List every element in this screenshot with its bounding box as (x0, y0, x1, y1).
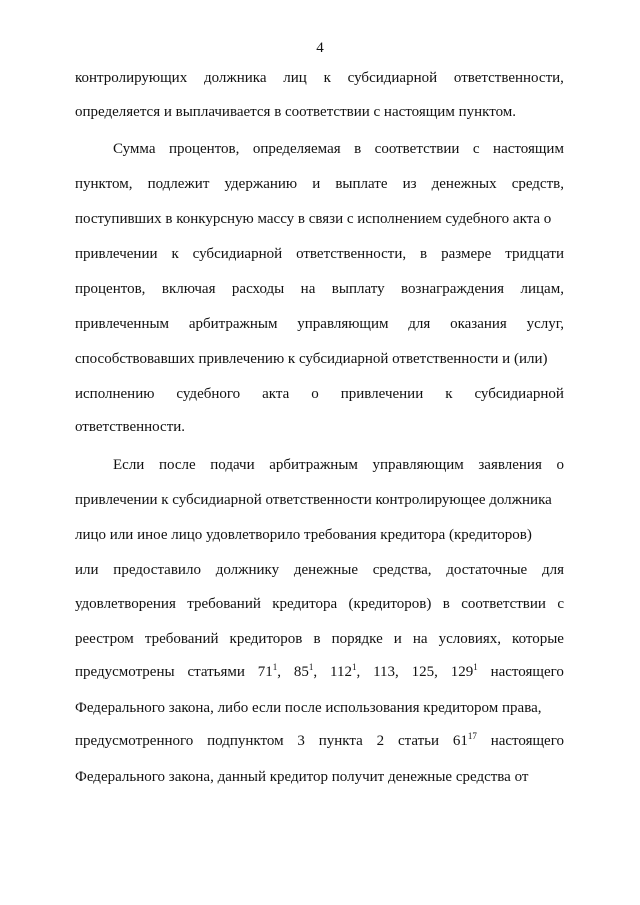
text-line (75, 766, 564, 788)
word: 2 (376, 733, 385, 749)
word: подлежит (147, 176, 210, 192)
word: требований (187, 596, 261, 612)
text-line (113, 454, 564, 476)
text-line (75, 416, 564, 438)
word: из (402, 176, 417, 192)
word: субсидиарной (192, 246, 283, 262)
word: управляющим (372, 457, 464, 473)
word: средства, (372, 562, 432, 578)
word: лицо или иное лицо удовлетворило требования кредитора (кредиторов) (75, 527, 532, 543)
word: $129^1$ (450, 662, 478, 680)
word: пунктом, (75, 176, 133, 192)
word: к (323, 70, 331, 86)
word: подпунктом (207, 733, 284, 749)
word: после (158, 457, 196, 473)
word: достаточные (446, 562, 528, 578)
word: соответствии (461, 596, 546, 612)
word: условиях, (438, 631, 501, 647)
word: (кредиторов) (348, 596, 432, 612)
text-line (75, 208, 564, 230)
word: на (300, 281, 316, 297)
word: статьями (187, 664, 245, 680)
word: лиц (283, 70, 307, 86)
text-line (75, 730, 564, 752)
text-line (75, 489, 564, 511)
word: кредитора (272, 596, 338, 612)
word: 3 (297, 733, 305, 749)
word: с (557, 596, 564, 612)
word: в (442, 596, 450, 612)
word: в (313, 631, 321, 647)
word: выплате (335, 176, 388, 192)
word: ответственности, (296, 246, 407, 262)
word: арбитражным (188, 316, 278, 332)
word: определяемая (252, 141, 341, 157)
word: статьи (397, 733, 440, 749)
word: должника (203, 70, 267, 86)
word: тридцати (505, 246, 564, 262)
word: привлечении (75, 246, 158, 262)
word: настоящим (493, 141, 564, 157)
word: денежные (293, 562, 358, 578)
word: судебного (176, 386, 241, 402)
text-line (75, 173, 564, 195)
text-line (75, 661, 564, 683)
word: денежных (431, 176, 497, 192)
word: настоящего (490, 733, 564, 749)
text-line (113, 138, 564, 160)
word: включая (161, 281, 216, 297)
word: услуг, (526, 316, 564, 332)
word: $112^1$, (330, 662, 361, 680)
text-line (75, 101, 564, 123)
word: 113, (373, 664, 399, 680)
word: привлечении к субсидиарной ответственности контролирующее должника (75, 492, 552, 508)
text-line (75, 524, 564, 546)
word: $71^1$, (257, 662, 282, 680)
word: Если (113, 457, 145, 473)
word: соответствии (374, 141, 460, 157)
word: $61^{17}$ (452, 731, 477, 749)
word: вознаграждения (401, 281, 505, 297)
word: поступивших в конкурсную массу в связи с исполнением судебного акта о (75, 211, 552, 227)
word: ответственности, (453, 70, 564, 86)
word: привлеченным (75, 316, 170, 332)
word: удовлетворения (75, 596, 176, 612)
word: управляющим (297, 316, 389, 332)
word: привлечении (340, 386, 424, 402)
text-line (75, 593, 564, 615)
word: о (556, 457, 564, 473)
word: должнику (215, 562, 280, 578)
text-line (75, 313, 564, 335)
word: размере (441, 246, 492, 262)
word: оказания (450, 316, 507, 332)
word: которые (512, 631, 564, 647)
word: кредиторов (229, 631, 303, 647)
word: процентов, (168, 141, 240, 157)
word: способствовавших привлечению к субсидиарной ответственности и (или) (75, 351, 548, 367)
word: расходы (231, 281, 285, 297)
word: предусмотрены (75, 664, 175, 680)
word: подачи (210, 457, 255, 473)
word: Федерального закона, либо если после использования кредитором права, (75, 700, 542, 716)
word: к (445, 386, 453, 402)
word: определяется и выплачивается в соответствии с настоящим пунктом. (75, 104, 517, 120)
text-line (75, 628, 564, 650)
word: в (354, 141, 362, 157)
word: ответственности. (75, 419, 186, 435)
word: с (472, 141, 480, 157)
word: о (311, 386, 319, 402)
word: Федерального закона, данный кредитор получит денежные средства от (75, 769, 529, 785)
word: лицам, (520, 281, 564, 297)
word: процентов, (75, 281, 146, 297)
word: и (393, 631, 402, 647)
word: требований (144, 631, 219, 647)
word: выплату (331, 281, 385, 297)
word: настоящего (490, 664, 564, 680)
text-line (75, 67, 564, 89)
word: удержанию (224, 176, 298, 192)
word: на (412, 631, 428, 647)
word: предоставило (113, 562, 201, 578)
word: реестром (75, 631, 134, 647)
word: арбитражным (269, 457, 358, 473)
word: акта (262, 386, 290, 402)
text-line (75, 697, 564, 719)
page-number: 4 (316, 40, 324, 56)
word: предусмотренного (75, 733, 194, 749)
word: $85^1$, (293, 662, 318, 680)
word: порядке (331, 631, 383, 647)
word: контролирующих (75, 70, 188, 86)
word: для (408, 316, 431, 332)
word: средств, (511, 176, 564, 192)
text-line (75, 383, 564, 405)
word: заявления (478, 457, 542, 473)
word: и (312, 176, 321, 192)
text-line (75, 243, 564, 265)
word: Сумма (113, 141, 156, 157)
text-line (75, 278, 564, 300)
word: для (541, 562, 564, 578)
word: субсидиарной (474, 386, 564, 402)
text-line (75, 348, 564, 370)
word: 125, (411, 664, 438, 680)
word: или (75, 562, 99, 578)
word: субсидиарной (347, 70, 438, 86)
text-line (75, 559, 564, 581)
word: в (420, 246, 428, 262)
word: к (171, 246, 179, 262)
word: исполнению (75, 386, 155, 402)
word: пункта (318, 733, 363, 749)
